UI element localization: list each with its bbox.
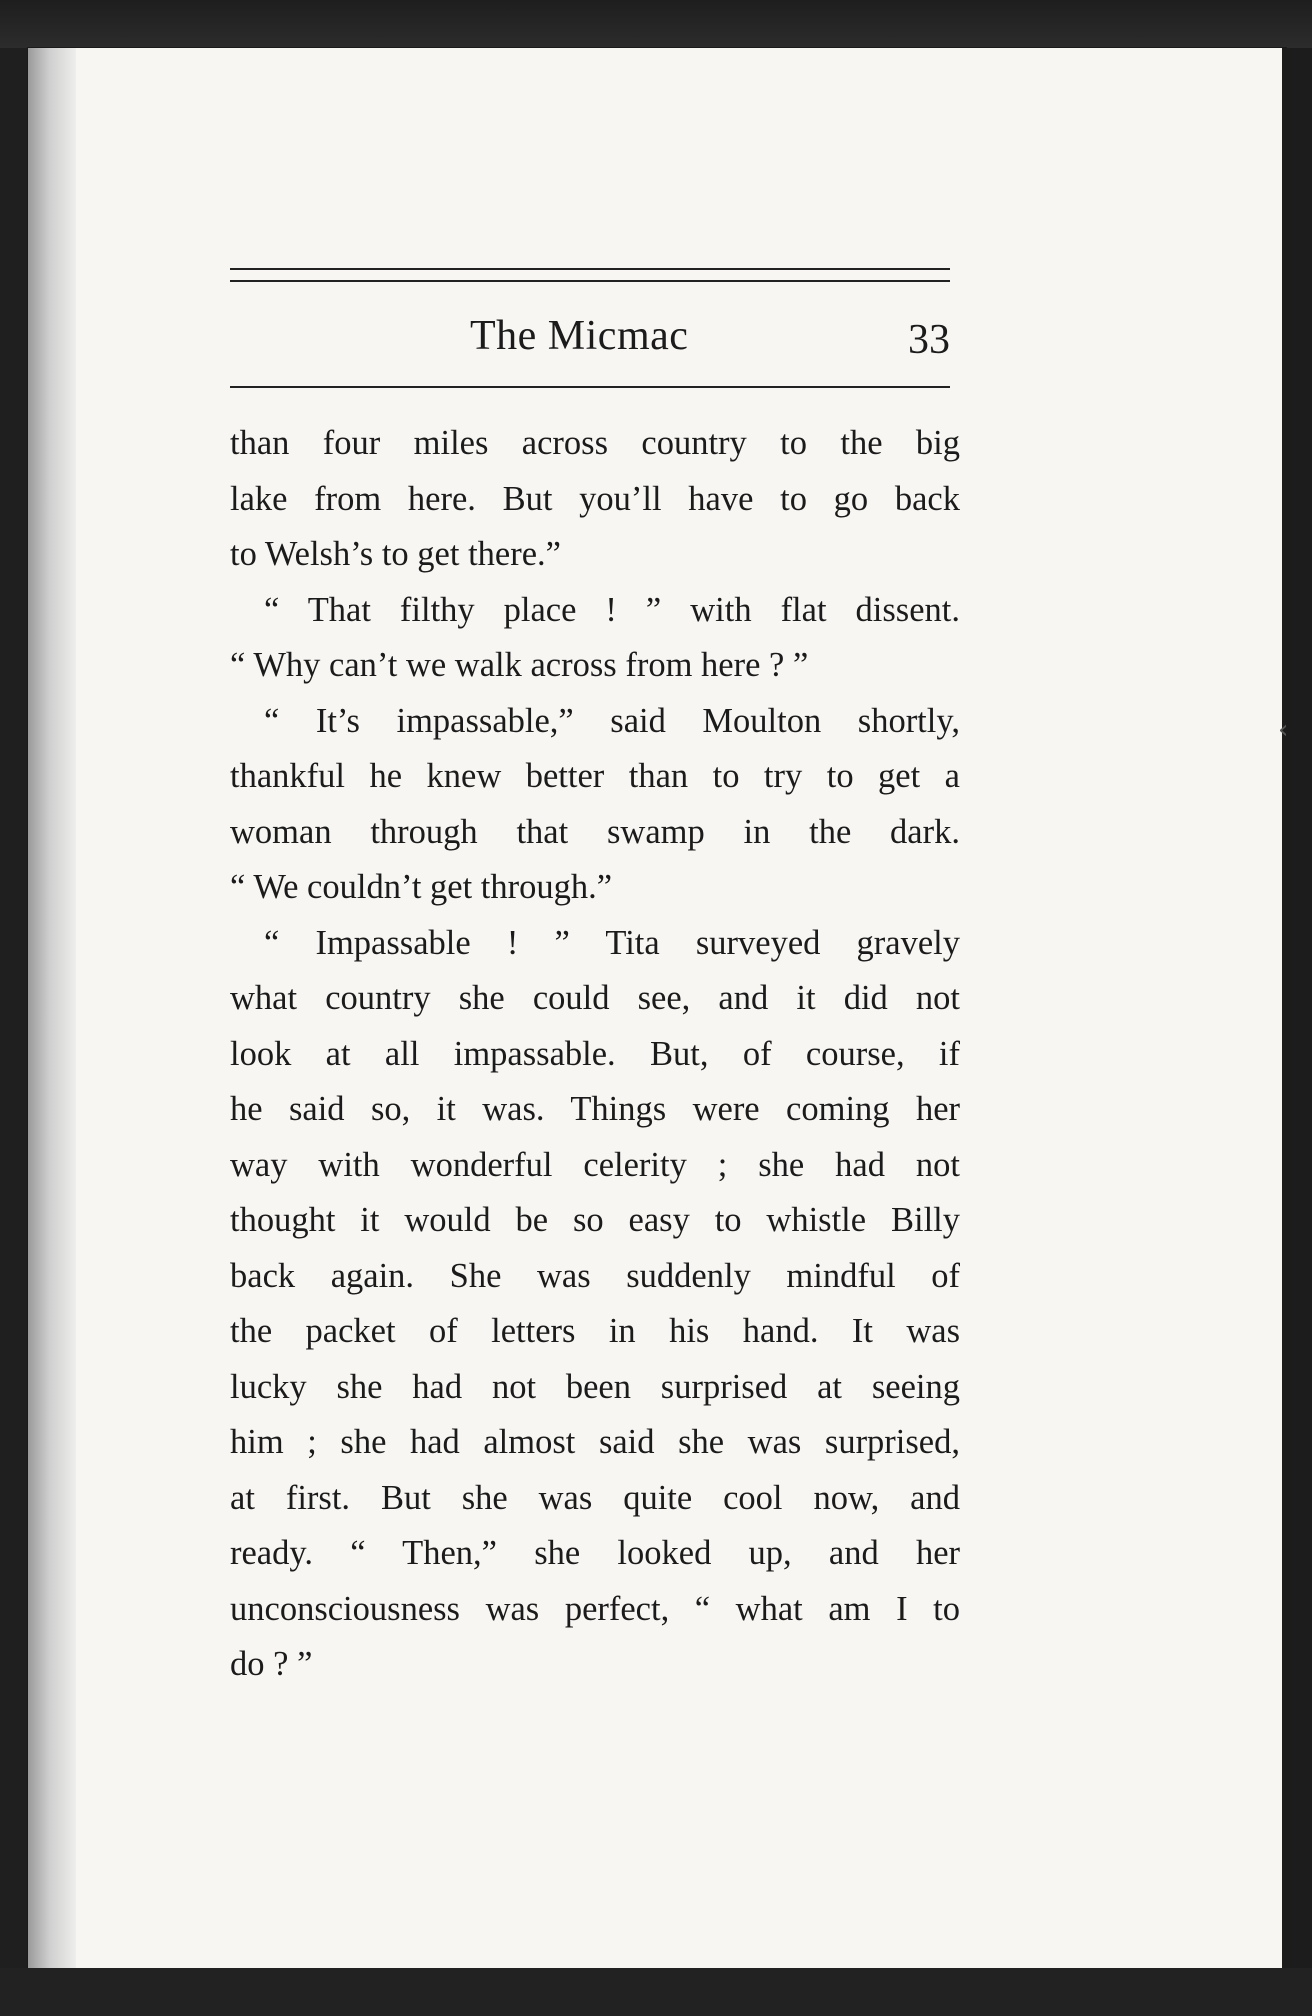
text-line: what country she could see, and it did not (230, 979, 960, 1017)
text-line: “ We couldn’t get through.” (230, 868, 613, 906)
text-line: lucky she had not been surprised at seeing (230, 1367, 960, 1406)
text-line: thought it would be so easy to whistle Billy (230, 1201, 960, 1239)
scan-background-top (0, 0, 1312, 48)
text-line: him ; she had almost said she was surprised, (230, 1423, 960, 1461)
text-line: woman through that swamp in the dark. (230, 812, 960, 851)
header-double-rule (230, 268, 950, 282)
text-line: at first. But she was quite cool now, and (230, 1478, 960, 1517)
text-line: the packet of letters in his hand. It was (230, 1312, 960, 1350)
text-line: back again. She was suddenly mindful of (230, 1256, 960, 1295)
page-right-edge (1282, 48, 1312, 1968)
text-line: “ Impassable ! ” Tita surveyed gravely (264, 923, 960, 962)
page-gutter-shadow (28, 48, 76, 1968)
text-line: lake from here. But you’ll have to go back (230, 479, 960, 518)
text-line: “ Why can’t we walk across from here ? ” (230, 646, 809, 684)
text-line: way with wonderful celerity ; she had not (230, 1145, 960, 1184)
body-text (230, 416, 960, 1693)
text-line: look at all impassable. But, of course, if (230, 1034, 960, 1073)
text-line: ready. “ Then,” she looked up, and her (230, 1534, 960, 1572)
page-number: 33 (908, 317, 950, 363)
text-line: “ That filthy place ! ” with flat dissent. (264, 590, 960, 629)
margin-arrow-icon: ‹ (1278, 715, 1289, 745)
header-rule (230, 386, 950, 388)
scan-background-left (0, 0, 28, 2016)
text-line: than four miles across country to the big (230, 424, 960, 462)
text-line: he said so, it was. Things were coming her (230, 1090, 960, 1128)
text-line: thankful he knew better than to try to get a (230, 757, 960, 795)
text-line: unconsciousness was perfect, “ what am I to (230, 1589, 960, 1628)
text-line: “ It’s impassable,” said Moulton shortly, (264, 701, 960, 740)
text-line: to Welsh’s to get there.” (230, 535, 561, 573)
book-title: The Micmac (470, 313, 689, 359)
scan-background-bottom (0, 1968, 1312, 2016)
running-head (230, 312, 950, 362)
text-line: do ? ” (230, 1645, 313, 1683)
